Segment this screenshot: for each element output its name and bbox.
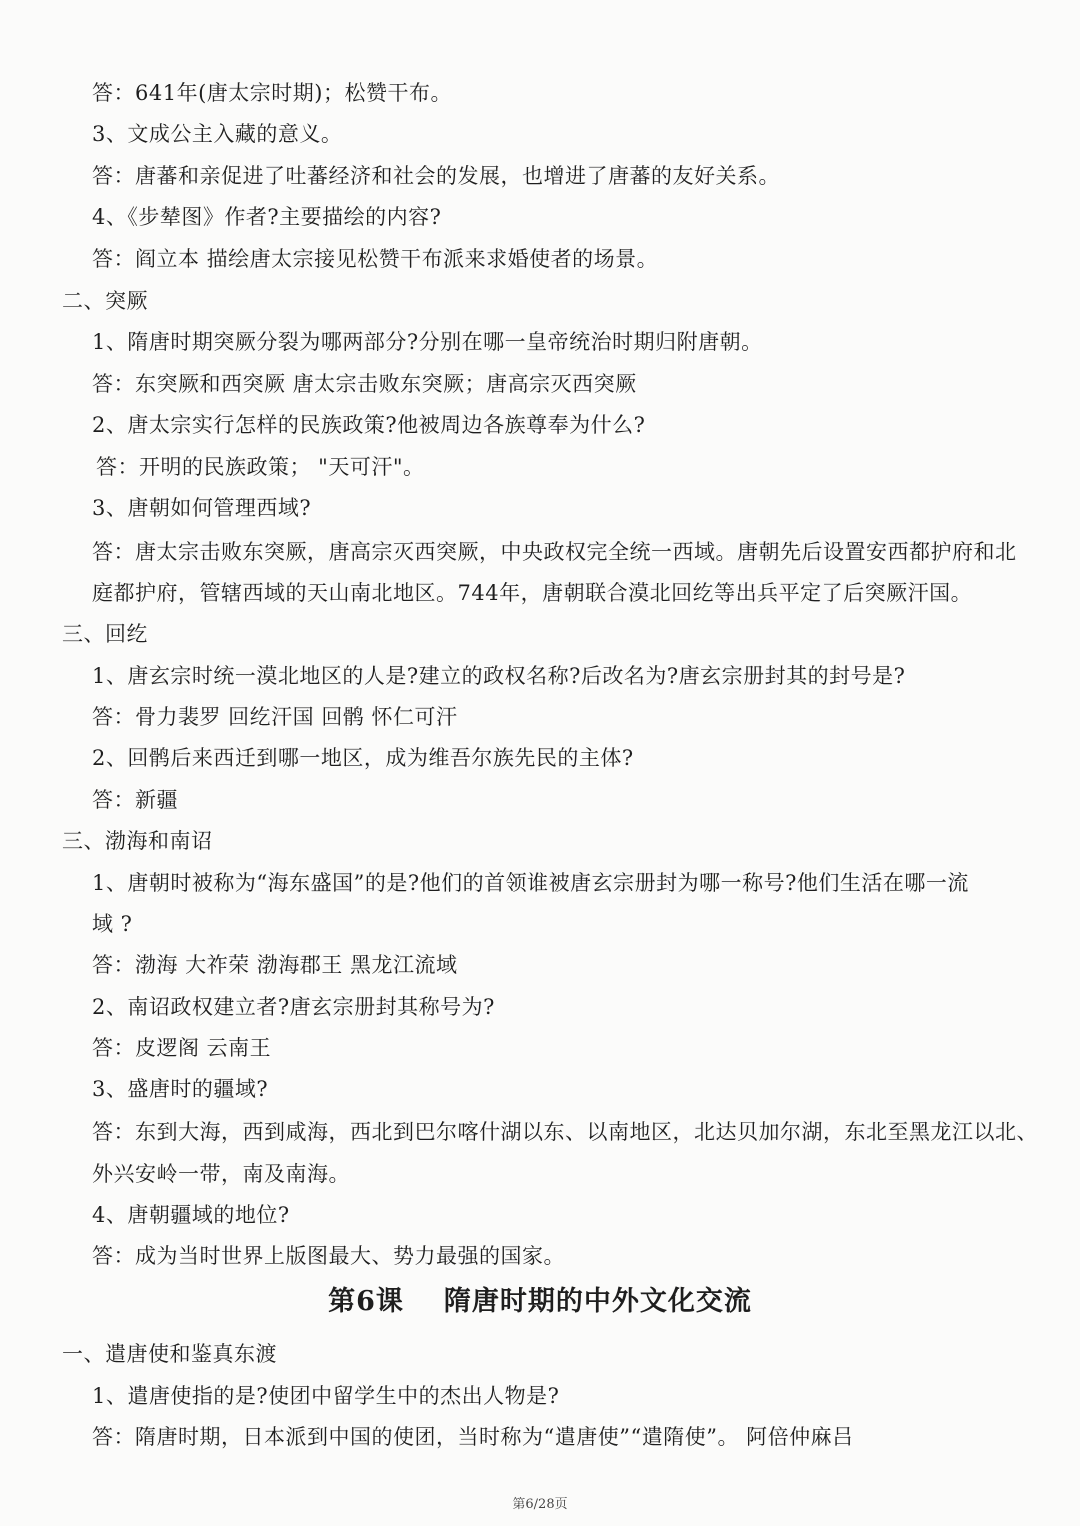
answer-line: 答：唐太宗击败东突厥，唐高宗灭西突厥，中央政权完全统一西域。唐朝先后设置安西都护府和北 bbox=[92, 540, 1017, 564]
section-heading: 三、回纥 bbox=[62, 622, 148, 646]
answer-line: 答：新疆 bbox=[92, 788, 178, 812]
answer-line-continued: 外兴安岭一带，南及南海。 bbox=[92, 1162, 350, 1186]
question-line: 3、文成公主入藏的意义。 bbox=[92, 122, 343, 146]
question-line: 1、遣唐使指的是?使团中留学生中的杰出人物是? bbox=[92, 1384, 560, 1408]
lesson-title bbox=[0, 1284, 1080, 1320]
answer-line: 答：唐蕃和亲促进了吐蕃经济和社会的发展，也增进了唐蕃的友好关系。 bbox=[92, 164, 780, 188]
question-line: 4、《步辇图》作者?主要描绘的内容? bbox=[92, 205, 442, 229]
answer-line: 答：隋唐时期，日本派到中国的使团，当时称为“遣唐使”“遣隋使”。 阿倍仲麻吕 bbox=[92, 1425, 854, 1449]
section-heading: 二、突厥 bbox=[62, 289, 148, 313]
answer-line-continued: 庭都护府，管辖西域的天山南北地区。744年，唐朝联合漠北回纥等出兵平定了后突厥汗国。 bbox=[92, 581, 973, 605]
question-line: 4、唐朝疆域的地位? bbox=[92, 1203, 290, 1227]
question-line: 2、回鹘后来西迁到哪一地区，成为维吾尔族先民的主体? bbox=[92, 746, 634, 770]
question-line: 3、盛唐时的疆域? bbox=[92, 1077, 269, 1101]
question-line: 2、南诏政权建立者?唐玄宗册封其称号为? bbox=[92, 995, 495, 1019]
answer-line: 答：641年(唐太宗时期)；松赞干布。 bbox=[92, 81, 452, 105]
question-line-continued: 域 ? bbox=[92, 912, 133, 936]
answer-line: 答：渤海 大祚荣 渤海郡王 黑龙江流域 bbox=[92, 953, 458, 977]
section-heading: 一、遣唐使和鉴真东渡 bbox=[62, 1342, 277, 1366]
answer-line: 答：东到大海，西到咸海，西北到巴尔喀什湖以东、以南地区，北达贝加尔湖，东北至黑龙江以北、 bbox=[92, 1120, 1038, 1144]
answer-line: 答：皮逻阁 云南王 bbox=[92, 1036, 272, 1060]
answer-line: 答：开明的民族政策； "天可汗"。 bbox=[96, 455, 425, 479]
page-number: 第6/28页 bbox=[512, 1497, 568, 1512]
question-line: 1、隋唐时期突厥分裂为哪两部分?分别在哪一皇帝统治时期归附唐朝。 bbox=[92, 330, 763, 354]
answer-line: 答：骨力裴罗 回纥汗国 回鹘 怀仁可汗 bbox=[92, 705, 458, 729]
answer-line: 答：阎立本 描绘唐太宗接见松赞干布派来求婚使者的场景。 bbox=[92, 247, 659, 271]
lesson-number: 第6课 bbox=[328, 1286, 404, 1317]
question-line: 1、唐朝时被称为“海东盛国”的是?他们的首领谁被唐玄宗册封为哪一称号?他们生活在哪一流 bbox=[92, 871, 969, 895]
answer-line: 答：东突厥和西突厥 唐太宗击败东突厥；唐高宗灭西突厥 bbox=[92, 372, 637, 396]
answer-line: 答：成为当时世界上版图最大、势力最强的国家。 bbox=[92, 1244, 565, 1268]
question-line: 3、唐朝如何管理西域? bbox=[92, 496, 312, 520]
section-heading: 三、渤海和南诏 bbox=[62, 829, 213, 853]
lesson-name: 隋唐时期的中外文化交流 bbox=[443, 1286, 752, 1317]
question-line: 2、唐太宗实行怎样的民族政策?他被周边各族尊奉为什么? bbox=[92, 413, 646, 437]
question-line: 1、唐玄宗时统一漠北地区的人是?建立的政权名称?后改名为?唐玄宗册封其的封号是? bbox=[92, 664, 906, 688]
